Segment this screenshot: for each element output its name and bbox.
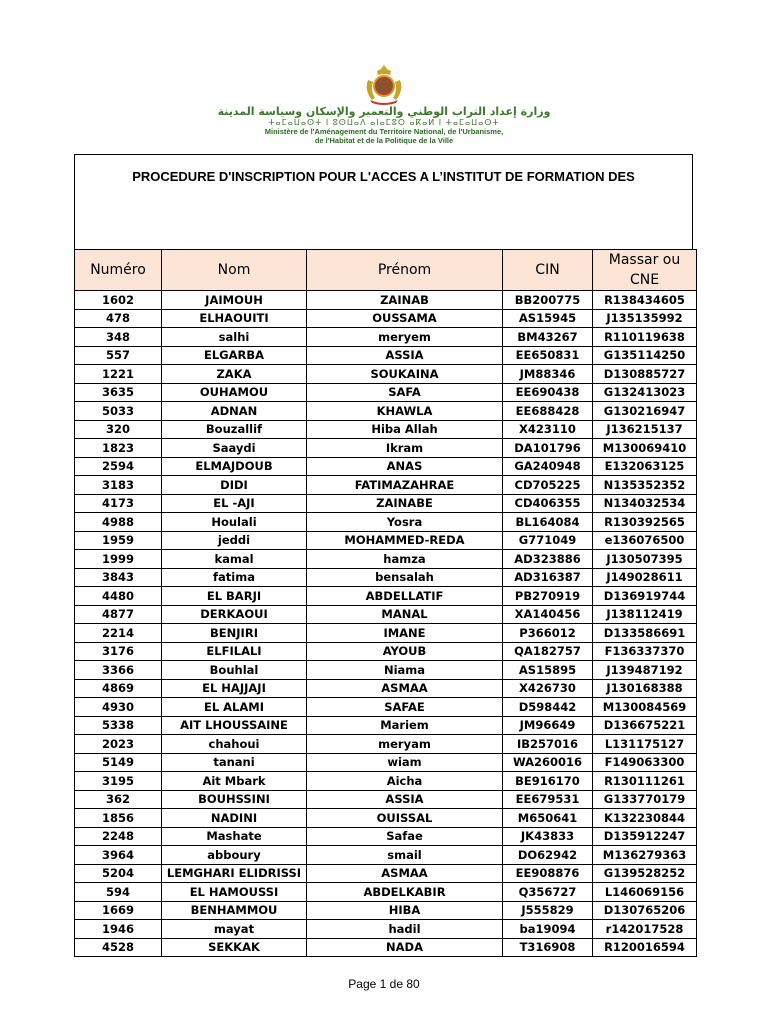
cell-cin: EE690438 <box>503 383 593 402</box>
cell-numero: 4877 <box>75 605 162 624</box>
cell-prenom: hadil <box>307 920 503 939</box>
cell-numero: 1221 <box>75 365 162 384</box>
cell-cin: JM88346 <box>503 365 593 384</box>
cell-prenom: FATIMAZAHRAE <box>307 476 503 495</box>
column-header-cin: CIN <box>503 250 593 291</box>
cell-prenom: ANAS <box>307 457 503 476</box>
cell-nom: ELFILALI <box>162 642 307 661</box>
cell-numero: 2023 <box>75 735 162 754</box>
cell-nom: mayat <box>162 920 307 939</box>
table-row <box>75 772 697 791</box>
cell-cin: CD406355 <box>503 494 593 513</box>
cell-nom: BENHAMMOU <box>162 901 307 920</box>
cell-numero: 557 <box>75 346 162 365</box>
cell-numero: 1946 <box>75 920 162 939</box>
cell-massar: G130216947 <box>593 402 697 421</box>
cell-cin: J555829 <box>503 901 593 920</box>
table-row <box>75 346 697 365</box>
cell-massar: J130168388 <box>593 679 697 698</box>
cell-massar: R130392565 <box>593 513 697 532</box>
cell-cin: ba19094 <box>503 920 593 939</box>
cell-nom: Ait Mbark <box>162 772 307 791</box>
cell-nom: kamal <box>162 550 307 569</box>
cell-prenom: HIBA <box>307 901 503 920</box>
table-row <box>75 827 697 846</box>
cell-prenom: smail <box>307 846 503 865</box>
table-row <box>75 809 697 828</box>
column-header-nom: Nom <box>162 250 307 291</box>
cell-cin: DO62942 <box>503 846 593 865</box>
column-header-numero: Numéro <box>75 250 162 291</box>
cell-prenom: Aicha <box>307 772 503 791</box>
table-row <box>75 513 697 532</box>
document-title-box <box>74 154 693 249</box>
ministry-tifinagh-name: ⵜⴰⵎⴰⵡⴰⵙⵜ ⵏ ⵓⵙⵡⴰⴷ ⴰⵏⴰⵎⵓⵔ ⴰⴽⴰⵍ ⵏ ⵜⴰⵎⴰⵡⴰⵙⵜ <box>268 118 500 127</box>
cell-prenom: bensalah <box>307 568 503 587</box>
cell-massar: R138434605 <box>593 291 697 310</box>
cell-numero: 4988 <box>75 513 162 532</box>
cell-cin: BL164084 <box>503 513 593 532</box>
cell-numero: 4869 <box>75 679 162 698</box>
cell-massar: G139528252 <box>593 864 697 883</box>
cell-prenom: ABDELLATIF <box>307 587 503 606</box>
cell-numero: 1856 <box>75 809 162 828</box>
table-row <box>75 753 697 772</box>
cell-numero: 1669 <box>75 901 162 920</box>
cell-massar: N134032534 <box>593 494 697 513</box>
ministry-french-name-line2: de l'Habitat et de la Politique de la Ville <box>314 136 454 145</box>
cell-prenom: IMANE <box>307 624 503 643</box>
cell-massar: G132413023 <box>593 383 697 402</box>
cell-prenom: hamza <box>307 550 503 569</box>
cell-cin: X423110 <box>503 420 593 439</box>
cell-nom: ELMAJDOUB <box>162 457 307 476</box>
table-row <box>75 494 697 513</box>
table-row <box>75 938 697 957</box>
cell-nom: EL BARJI <box>162 587 307 606</box>
cell-nom: AIT LHOUSSAINE <box>162 716 307 735</box>
cell-numero: 3635 <box>75 383 162 402</box>
cell-numero: 4480 <box>75 587 162 606</box>
cell-massar: D136919744 <box>593 587 697 606</box>
cell-numero: 594 <box>75 883 162 902</box>
cell-numero: 3366 <box>75 661 162 680</box>
cell-prenom: Niama <box>307 661 503 680</box>
table-row <box>75 735 697 754</box>
cell-cin: DA101796 <box>503 439 593 458</box>
cell-cin: JK43833 <box>503 827 593 846</box>
cell-massar: N135352352 <box>593 476 697 495</box>
cell-cin: CD705225 <box>503 476 593 495</box>
cell-numero: 5338 <box>75 716 162 735</box>
table-row <box>75 883 697 902</box>
cell-cin: IB257016 <box>503 735 593 754</box>
cell-numero: 1999 <box>75 550 162 569</box>
cell-cin: EE650831 <box>503 346 593 365</box>
cell-nom: ELHAOUITI <box>162 309 307 328</box>
cell-prenom: MOHAMMED-REDA <box>307 531 503 550</box>
cell-massar: J136215137 <box>593 420 697 439</box>
cell-prenom: ASSIA <box>307 790 503 809</box>
cell-nom: SEKKAK <box>162 938 307 957</box>
cell-prenom: Safae <box>307 827 503 846</box>
cell-numero: 478 <box>75 309 162 328</box>
cell-nom: NADINI <box>162 809 307 828</box>
table-row <box>75 698 697 717</box>
moroccan-coat-of-arms-icon <box>360 62 408 106</box>
table-row <box>75 605 697 624</box>
cell-nom: Bouzallif <box>162 420 307 439</box>
cell-massar: D130765206 <box>593 901 697 920</box>
table-row <box>75 531 697 550</box>
cell-nom: salhi <box>162 328 307 347</box>
cell-prenom: AYOUB <box>307 642 503 661</box>
cell-massar: J130507395 <box>593 550 697 569</box>
candidates-table <box>74 249 697 957</box>
cell-nom: EL HAMOUSSI <box>162 883 307 902</box>
cell-prenom: SAFA <box>307 383 503 402</box>
cell-cin: EE908876 <box>503 864 593 883</box>
cell-massar: J139487192 <box>593 661 697 680</box>
cell-cin: D598442 <box>503 698 593 717</box>
cell-massar: D133586691 <box>593 624 697 643</box>
cell-nom: abboury <box>162 846 307 865</box>
cell-massar: R130111261 <box>593 772 697 791</box>
document-title: PROCEDURE D'INSCRIPTION POUR L'ACCES A L’INSTITUT DE FORMATION DES <box>132 169 635 184</box>
cell-numero: 3964 <box>75 846 162 865</box>
cell-cin: G771049 <box>503 531 593 550</box>
table-row <box>75 328 697 347</box>
cell-nom: tanani <box>162 753 307 772</box>
cell-nom: chahoui <box>162 735 307 754</box>
table-row <box>75 291 697 310</box>
cell-numero: 5149 <box>75 753 162 772</box>
cell-numero: 5204 <box>75 864 162 883</box>
cell-nom: EL HAJJAJI <box>162 679 307 698</box>
cell-nom: DERKAOUI <box>162 605 307 624</box>
cell-cin: AS15895 <box>503 661 593 680</box>
cell-cin: BE916170 <box>503 772 593 791</box>
table-row <box>75 476 697 495</box>
table-row <box>75 383 697 402</box>
cell-numero: 2214 <box>75 624 162 643</box>
cell-prenom: SOUKAINA <box>307 365 503 384</box>
cell-cin: EE679531 <box>503 790 593 809</box>
cell-cin: T316908 <box>503 938 593 957</box>
cell-nom: EL ALAMI <box>162 698 307 717</box>
cell-cin: WA260016 <box>503 753 593 772</box>
table-row <box>75 864 697 883</box>
cell-nom: Saaydi <box>162 439 307 458</box>
cell-numero: 4930 <box>75 698 162 717</box>
cell-cin: AD323886 <box>503 550 593 569</box>
cell-nom: JAIMOUH <box>162 291 307 310</box>
cell-massar: J138112419 <box>593 605 697 624</box>
table-body <box>75 291 697 957</box>
cell-prenom: ZAINAB <box>307 291 503 310</box>
cell-numero: 2594 <box>75 457 162 476</box>
cell-numero: 348 <box>75 328 162 347</box>
table-row <box>75 846 697 865</box>
cell-massar: D136675221 <box>593 716 697 735</box>
cell-prenom: Hiba Allah <box>307 420 503 439</box>
cell-nom: Bouhlal <box>162 661 307 680</box>
cell-massar: L146069156 <box>593 883 697 902</box>
cell-massar: R120016594 <box>593 938 697 957</box>
cell-numero: 3176 <box>75 642 162 661</box>
cell-nom: Mashate <box>162 827 307 846</box>
cell-nom: ZAKA <box>162 365 307 384</box>
cell-massar: G135114250 <box>593 346 697 365</box>
cell-numero: 3843 <box>75 568 162 587</box>
cell-cin: QA182757 <box>503 642 593 661</box>
cell-prenom: meryam <box>307 735 503 754</box>
cell-cin: Q356727 <box>503 883 593 902</box>
cell-cin: EE688428 <box>503 402 593 421</box>
cell-numero: 1823 <box>75 439 162 458</box>
ministry-arabic-name: وزارة إعداد التراب الوطني والتعمير والإسكان وسياسة المدينة <box>217 105 551 118</box>
cell-nom: ADNAN <box>162 402 307 421</box>
cell-prenom: ABDELKABIR <box>307 883 503 902</box>
cell-massar: K132230844 <box>593 809 697 828</box>
cell-numero: 362 <box>75 790 162 809</box>
cell-massar: J135135992 <box>593 309 697 328</box>
cell-nom: LEMGHARI ELIDRISSI <box>162 864 307 883</box>
cell-nom: ELGARBA <box>162 346 307 365</box>
table-row <box>75 587 697 606</box>
cell-massar: L131175127 <box>593 735 697 754</box>
cell-massar: M130084569 <box>593 698 697 717</box>
cell-prenom: MANAL <box>307 605 503 624</box>
table-row <box>75 457 697 476</box>
cell-prenom: SAFAE <box>307 698 503 717</box>
cell-prenom: ASMAA <box>307 864 503 883</box>
cell-prenom: ASMAA <box>307 679 503 698</box>
cell-numero: 1959 <box>75 531 162 550</box>
cell-massar: G133770179 <box>593 790 697 809</box>
cell-nom: Houlali <box>162 513 307 532</box>
table-row <box>75 679 697 698</box>
table-row <box>75 920 697 939</box>
cell-nom: DIDI <box>162 476 307 495</box>
column-header-prenom: Prénom <box>307 250 503 291</box>
cell-cin: BM43267 <box>503 328 593 347</box>
cell-massar: r142017528 <box>593 920 697 939</box>
table-row <box>75 642 697 661</box>
table-row <box>75 550 697 569</box>
table-header-row <box>75 250 697 291</box>
letterhead <box>0 62 768 145</box>
ministry-french-name-line1: Ministère de l'Aménagement du Territoire National, de l'Urbanisme, <box>264 127 504 136</box>
cell-massar: M136279363 <box>593 846 697 865</box>
cell-prenom: Mariem <box>307 716 503 735</box>
table-row <box>75 790 697 809</box>
cell-massar: F149063300 <box>593 753 697 772</box>
cell-massar: E132063125 <box>593 457 697 476</box>
cell-prenom: wiam <box>307 753 503 772</box>
cell-massar: J149028611 <box>593 568 697 587</box>
cell-prenom: ASSIA <box>307 346 503 365</box>
table-row <box>75 716 697 735</box>
cell-massar: F136337370 <box>593 642 697 661</box>
cell-nom: fatima <box>162 568 307 587</box>
massar-label-line1: Massar ou <box>608 252 681 268</box>
table-row <box>75 365 697 384</box>
page-number: Page 1 de 80 <box>348 977 420 991</box>
cell-numero: 4528 <box>75 938 162 957</box>
cell-prenom: Ikram <box>307 439 503 458</box>
cell-numero: 2248 <box>75 827 162 846</box>
cell-nom: BENJIRI <box>162 624 307 643</box>
cell-massar: D135912247 <box>593 827 697 846</box>
cell-cin: P366012 <box>503 624 593 643</box>
cell-prenom: meryem <box>307 328 503 347</box>
cell-cin: AS15945 <box>503 309 593 328</box>
cell-prenom: KHAWLA <box>307 402 503 421</box>
cell-massar: e136076500 <box>593 531 697 550</box>
cell-numero: 1602 <box>75 291 162 310</box>
column-header-massar <box>593 250 697 291</box>
cell-numero: 3195 <box>75 772 162 791</box>
cell-numero: 4173 <box>75 494 162 513</box>
cell-cin: AD316387 <box>503 568 593 587</box>
table-row <box>75 439 697 458</box>
cell-cin: JM96649 <box>503 716 593 735</box>
cell-massar: D130885727 <box>593 365 697 384</box>
table-row <box>75 402 697 421</box>
cell-cin: M650641 <box>503 809 593 828</box>
cell-cin: GA240948 <box>503 457 593 476</box>
cell-prenom: NADA <box>307 938 503 957</box>
cell-cin: X426730 <box>503 679 593 698</box>
cell-prenom: OUSSAMA <box>307 309 503 328</box>
table-row <box>75 309 697 328</box>
cell-numero: 3183 <box>75 476 162 495</box>
table-row <box>75 901 697 920</box>
cell-nom: BOUHSSINI <box>162 790 307 809</box>
table-row <box>75 568 697 587</box>
massar-label-line2: CNE <box>629 272 660 288</box>
cell-massar: M130069410 <box>593 439 697 458</box>
table-row <box>75 661 697 680</box>
cell-nom: EL -AJI <box>162 494 307 513</box>
cell-prenom: Yosra <box>307 513 503 532</box>
table-row <box>75 624 697 643</box>
cell-massar: R110119638 <box>593 328 697 347</box>
cell-cin: XA140456 <box>503 605 593 624</box>
cell-cin: PB270919 <box>503 587 593 606</box>
table-row <box>75 420 697 439</box>
cell-nom: OUHAMOU <box>162 383 307 402</box>
cell-numero: 320 <box>75 420 162 439</box>
cell-numero: 5033 <box>75 402 162 421</box>
cell-prenom: OUISSAL <box>307 809 503 828</box>
cell-prenom: ZAINABE <box>307 494 503 513</box>
cell-nom: jeddi <box>162 531 307 550</box>
cell-cin: BB200775 <box>503 291 593 310</box>
